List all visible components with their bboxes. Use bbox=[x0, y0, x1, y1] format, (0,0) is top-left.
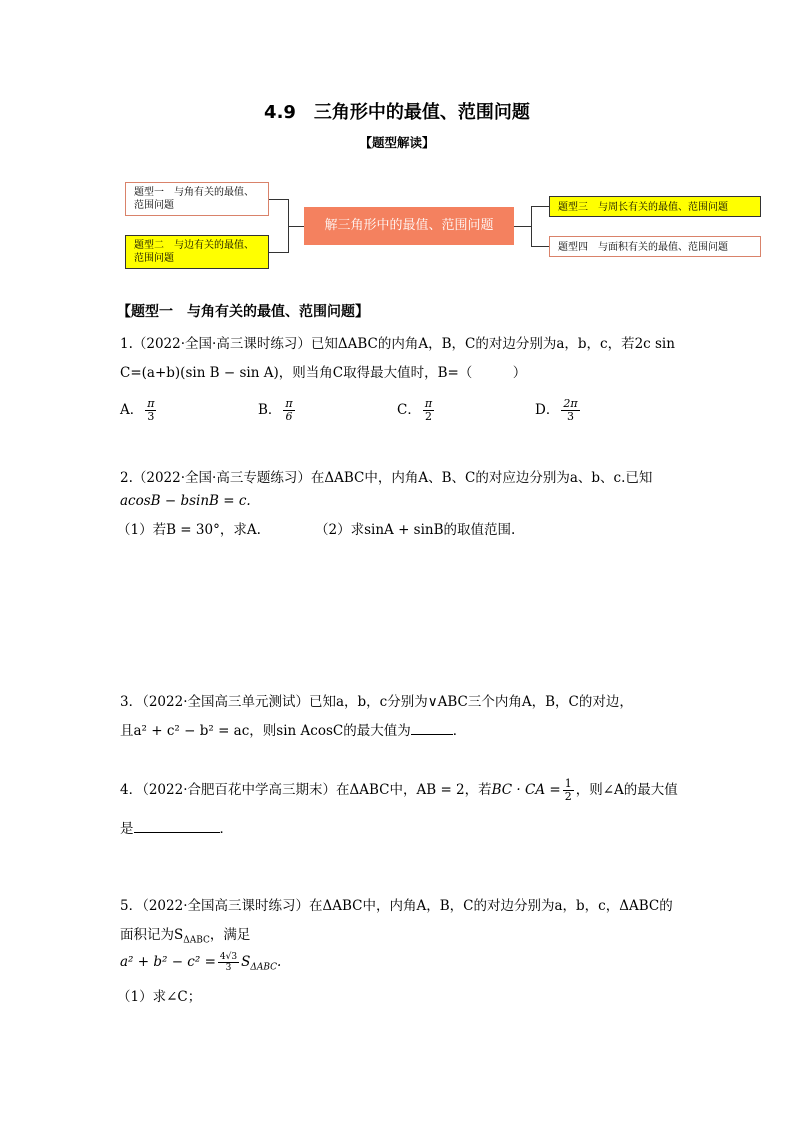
question-3-line-2: 且a² + c² − b² = ac，则sin AcosC的最大值为 ． bbox=[120, 723, 467, 739]
diagram-box-topic-2: 题型二 与边有关的最值、范围问题 bbox=[125, 235, 269, 269]
question-2-line-1: 2.（2022·全国·高三专题练习）在ΔABC中，内角A、B、C的对应边分别为a、b、c.已知 bbox=[120, 470, 653, 486]
diagram-box-topic-4: 题型四 与面积有关的最值、范围问题 bbox=[549, 236, 761, 257]
diagram-box-topic-3: 题型三 与周长有关的最值、范围问题 bbox=[549, 196, 761, 217]
question-5-line-1: 5．（2022·全国高三课时练习）在ΔABC中，内角A，B，C的对边分别为a，b，c，ΔABC的 bbox=[120, 898, 673, 914]
connector-line bbox=[288, 226, 304, 227]
section-heading: 【题型一 与角有关的最值、范围问题】 bbox=[117, 304, 369, 320]
diagram-center-box: 解三角形中的最值、范围问题 bbox=[304, 207, 514, 245]
question-4-line-1: 4．（2022·合肥百花中学高三期末）在ΔABC中，AB = 2，若BC · CA = $\frac{1}{2}$ ，则∠A的最大值 bbox=[120, 777, 678, 803]
connector-line bbox=[269, 199, 289, 200]
question-2-part-1: （1）若B = 30°，求A. bbox=[117, 522, 261, 538]
option-d: D． $\frac{2\pi}{3}$ bbox=[535, 397, 578, 423]
page-title: 4.9 三角形中的最值、范围问题 bbox=[264, 102, 530, 123]
question-2-part-2: （2）求sinA + sinB的取值范围. bbox=[315, 522, 516, 538]
question-5-line-3: a² + b² − c² = $\frac{4√3}{3}$ $S_{\Delta ABC}$. bbox=[120, 952, 282, 973]
question-4-line-2: 是 ． bbox=[120, 821, 233, 837]
question-1-line-2: C=(a+b)(sin B − sin A)，则当角C取得最大值时，B=（ ） bbox=[120, 365, 527, 381]
answer-blank bbox=[411, 734, 453, 735]
question-2-line-2: acosB − bsinB = c. bbox=[120, 493, 251, 509]
question-5-part-1: （1）求∠C； bbox=[117, 989, 202, 1005]
connector-line bbox=[531, 246, 549, 247]
option-b: B． $\frac{\pi}{6}$ bbox=[258, 397, 293, 423]
connector-line bbox=[531, 206, 549, 207]
option-c: C． $\frac{\pi}{2}$ bbox=[397, 397, 433, 423]
option-a: A． $\frac{\pi}{3}$ bbox=[120, 397, 155, 423]
connector-line bbox=[531, 206, 532, 246]
question-1-line-1: 1.（2022·全国·高三课时练习）已知ΔABC的内角A，B，C的对边分别为a，b，c，若2c sin bbox=[120, 336, 675, 352]
diagram-box-topic-1: 题型一 与角有关的最值、范围问题 bbox=[125, 182, 269, 216]
section-subtitle: 【题型解读】 bbox=[359, 135, 435, 150]
answer-blank bbox=[134, 832, 220, 833]
connector-line bbox=[269, 252, 289, 253]
connector-line bbox=[514, 226, 532, 227]
question-3-line-1: 3．（2022·全国高三单元测试）已知a，b，c分别为∨ABC三个内角A，B，C的对边， bbox=[120, 694, 633, 710]
question-5-line-2: 面积记为$S_{\Delta ABC}$，满足 bbox=[120, 927, 251, 946]
